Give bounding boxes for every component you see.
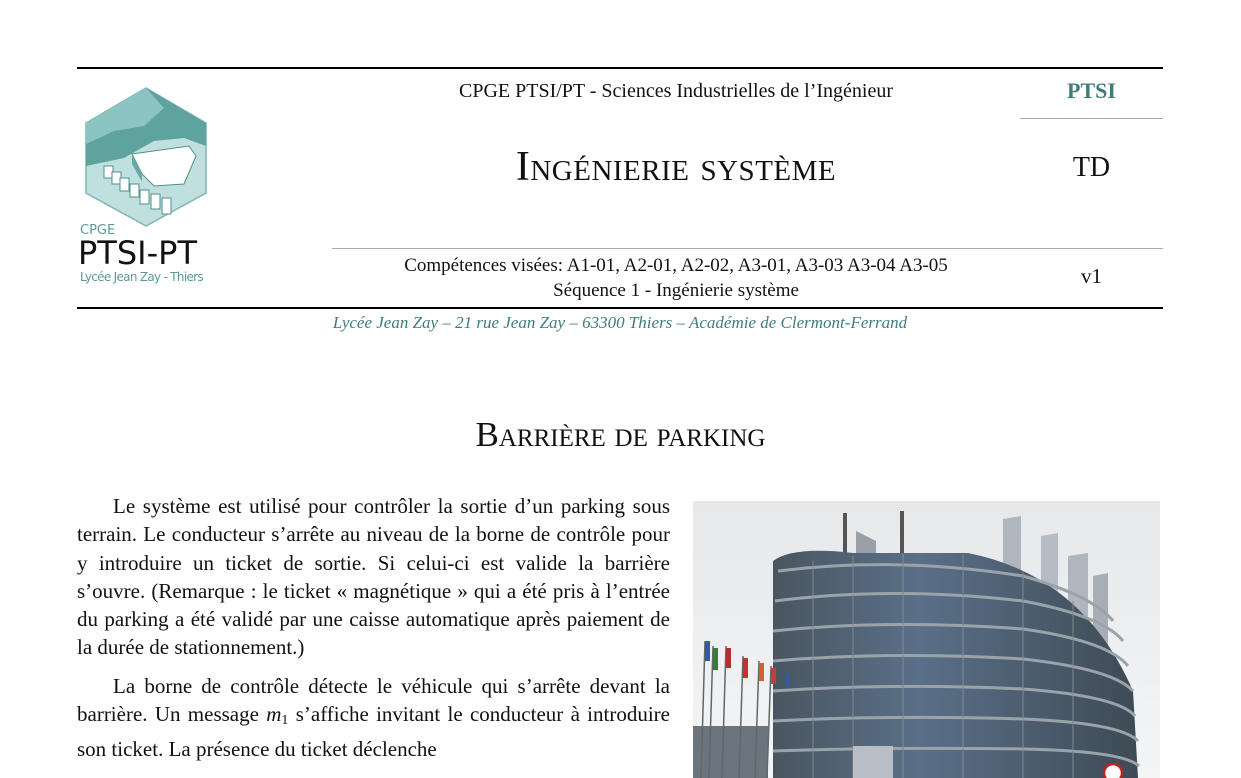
- logo-cpge-label: CPGE: [80, 223, 116, 238]
- document-title: Barrière de parking: [475, 415, 766, 454]
- school-address: Lycée Jean Zay – 21 rue Jean Zay – 63300 Thiers – Académie de Clermont-Ferrand: [332, 313, 908, 332]
- paragraph-1: Le système est utilisé pour contrôler la sortie d’un parking sous terrain. Le conducteur s’arrête au niveau de la borne de contrôle pour y introduire un ticket de sortie. Si celui-ci est valide la barrière s’ouvre. (Remarque : le ticket « magnétique » qui a été pris à l’entrée du parking a été validé par une caisse automatique après paiement de la durée de stationnement.): [77, 494, 670, 660]
- math-subscript: 1: [281, 713, 289, 729]
- competences-list: Compétences visées: A1-01, A2-01, A2-02, A3-01, A3-03 A3-04 A3-05: [404, 255, 948, 276]
- hexagon-building-icon: [84, 86, 208, 228]
- building-photo: [693, 501, 1160, 778]
- page-title: Ingénierie système: [515, 144, 837, 190]
- logo-brand: PTSI-PT: [78, 234, 197, 272]
- sequence-label: Séquence 1 - Ingénierie système: [553, 280, 799, 301]
- doc-type-tag: TD: [1072, 152, 1111, 183]
- class-tag-rule: [1020, 118, 1163, 119]
- header-middle-rule: [332, 248, 1163, 249]
- course-subtitle: CPGE PTSI/PT - Sciences Industrielles de l’Ingénieur: [458, 80, 893, 102]
- parliament-building-image: [693, 501, 1160, 778]
- header-top-rule: [77, 67, 1163, 69]
- math-variable: m: [266, 702, 282, 727]
- version-tag: v1: [1081, 264, 1102, 288]
- competences-block: [332, 253, 1020, 303]
- header-bottom-rule: [77, 307, 1163, 309]
- logo-school-name: Lycée Jean Zay - Thiers: [80, 270, 203, 284]
- class-tag: PTSI: [1067, 78, 1116, 103]
- body-text: [77, 492, 670, 774]
- paragraph-2: La borne de contrôle détecte le véhicule qui s’arrête devant la barrière. Un message $m_1$ s’affiche invitant le conducteur à introduire son ticket. La présence du ticket déclenche: [77, 673, 670, 762]
- school-logo: [78, 86, 228, 291]
